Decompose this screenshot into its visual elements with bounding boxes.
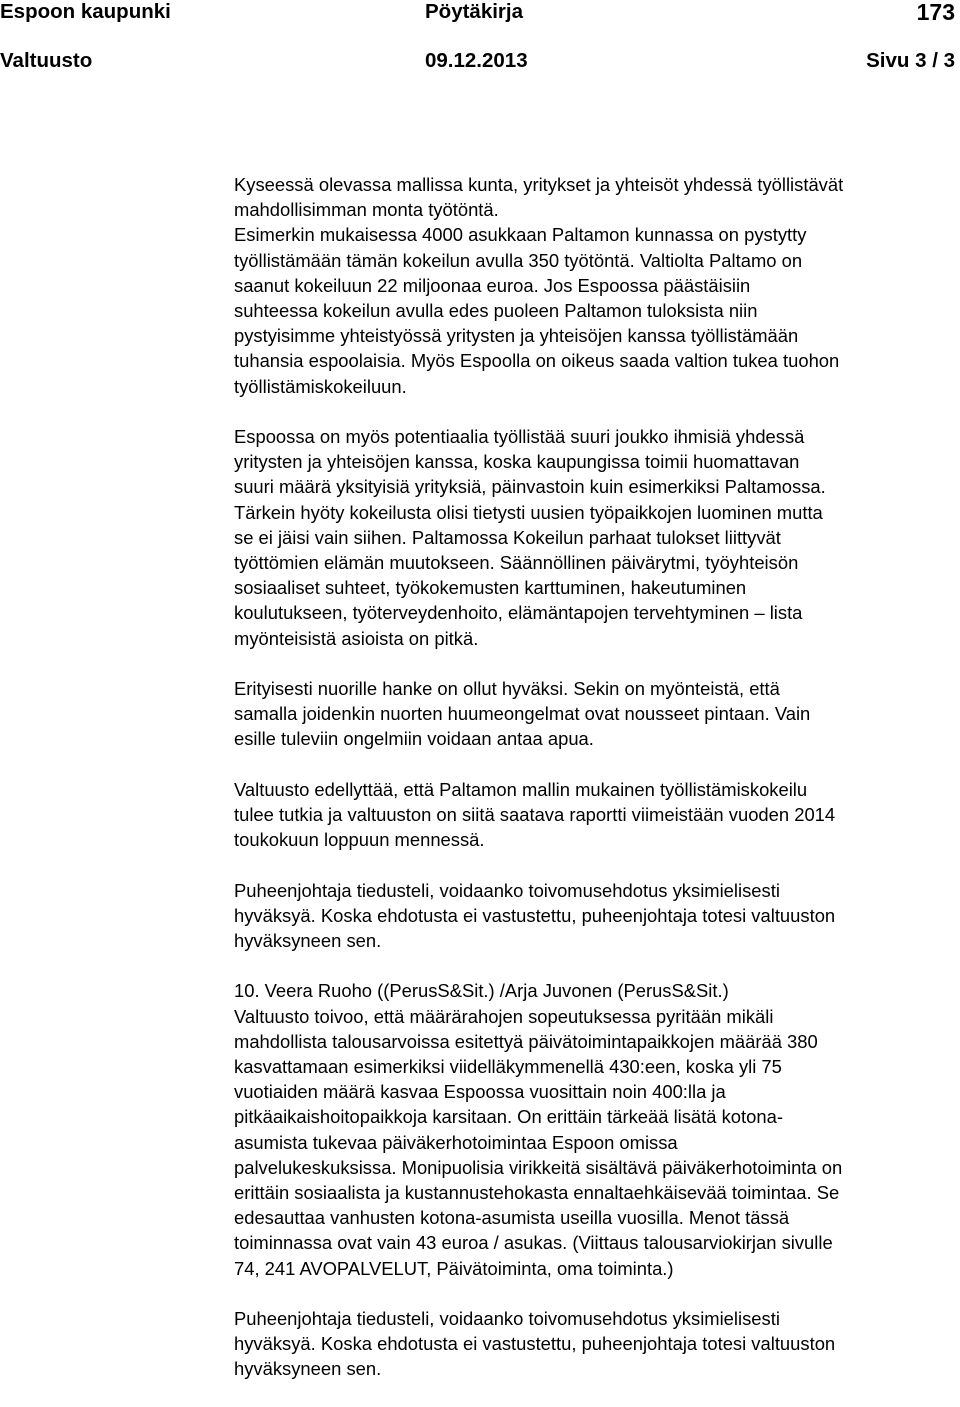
paragraph-line: mahdollista talousarvoissa esitettyä päivätoimintapaikkojen määrää 380: [234, 1030, 818, 1052]
paragraph-line: kasvattamaan esimerkiksi viidelläkymmenellä 430:een, koska yli 75: [234, 1056, 782, 1078]
paragraph-line: Puheenjohtaja tiedusteli, voidaanko toivomusehdotus yksimielisesti: [234, 879, 780, 901]
paragraph-line: palvelukeskuksissa. Monipuolisia virikkeitä sisältävä päiväkerhotoiminta on: [234, 1156, 843, 1178]
paragraph-line: suhteessa kokeilun avulla edes puoleen Paltamon tuloksista niin: [234, 300, 758, 322]
paragraph-line: toiminnassa ovat vain 43 euroa / asukas. (Viittaus talousarviokirjan sivulle: [234, 1232, 833, 1254]
paragraph-line: pitkäaikaishoitopaikkoja karsitaan. On erittäin tärkeää lisätä kotona-: [234, 1106, 783, 1128]
paragraph-line: se ei jäisi vain siihen. Paltamossa Kokeilun parhaat tulokset liittyvät: [234, 526, 781, 548]
paragraph-line: hyväksyä. Koska ehdotusta ei vastustettu, puheenjohtaja totesi valtuuston: [234, 904, 836, 926]
header-document-type: Pöytäkirja: [425, 0, 523, 23]
paragraph-line: Valtuusto edellyttää, että Paltamon mallin mukainen työllistämiskokeilu: [234, 778, 808, 800]
paragraph: [234, 172, 956, 399]
paragraph-line: edesauttaa vanhusten kotona-asumista useilla vuosilla. Menot tässä: [234, 1207, 790, 1229]
paragraph-line: Kyseessä olevassa mallissa kunta, yritykset ja yhteisöt yhdessä työllistävät: [234, 174, 844, 195]
paragraph-line: Puheenjohtaja tiedusteli, voidaanko toivomusehdotus yksimielisesti: [234, 1308, 780, 1330]
paragraph-line: hyväksyä. Koska ehdotusta ei vastustettu, puheenjohtaja totesi valtuuston: [234, 1333, 836, 1355]
paragraph-line: sosiaaliset suhteet, työkokemusten karttuminen, hakeutuminen: [234, 577, 747, 599]
paragraph: [234, 777, 956, 853]
paragraph: [234, 424, 956, 651]
paragraph-line: 10. Veera Ruoho ((PerusS&Sit.) /Arja Juvonen (PerusS&Sit.): [234, 980, 729, 1002]
paragraph: [234, 1306, 956, 1382]
header-organization: Espoon kaupunki: [0, 0, 171, 23]
page-header-bottom: [0, 46, 960, 76]
page-header-top: [0, 0, 960, 27]
paragraph-line: saanut kokeiluun 22 miljoonaa euroa. Jos Espoossa päästäisiin: [234, 274, 751, 296]
paragraph-line: Esimerkin mukaisessa 4000 asukkaan Paltamon kunnassa on pystytty: [234, 224, 807, 246]
paragraph-line: pystyisimme yhteistyössä yritysten ja yhteisöjen kanssa työllistämään: [234, 325, 799, 347]
paragraph-line: tuhansia espoolaisia. Myös Espoolla on oikeus saada valtion tukea tuohon: [234, 350, 840, 372]
paragraph: [234, 978, 956, 1280]
paragraph-line: työllistämään tämän kokeilun avulla 350 työtöntä. Valtiolta Paltamo on: [234, 249, 803, 271]
paragraph-line: toukokuun loppuun mennessä.: [234, 829, 485, 851]
paragraph-line: suuri määrä yksityisiä yrityksiä, päinvastoin kuin esimerkiksi Paltamossa.: [234, 476, 826, 498]
paragraph-line: Erityisesti nuorille hanke on ollut hyväksi. Sekin on myönteistä, että: [234, 678, 780, 700]
paragraph-line: erittäin sosiaalista ja kustannustehokasta ennaltaehkäisevää toimintaa. Se: [234, 1182, 840, 1204]
paragraph-line: hyväksyneen sen.: [234, 1358, 382, 1380]
header-body: Valtuusto: [0, 49, 93, 72]
paragraph-line: samalla joidenkin nuorten huumeongelmat ovat nousseet pintaan. Vain: [234, 703, 811, 725]
paragraph-line: Tärkein hyöty kokeilusta olisi tietysti uusien työpaikkojen luominen mutta: [234, 501, 823, 523]
document-body: [234, 172, 956, 1407]
paragraph-line: työllistämiskokeiluun.: [234, 375, 407, 397]
paragraph-line: tulee tutkia ja valtuuston on siitä saatava raportti viimeistään vuoden 2014: [234, 804, 836, 826]
paragraph-line: työttömien elämän muutokseen. Säännöllinen päivärytmi, työyhteisön: [234, 552, 799, 574]
paragraph-line: esille tuleviin ongelmiin voidaan antaa apua.: [234, 728, 594, 750]
paragraph-line: vuotiaiden määrä kasvaa Espoossa vuosittain noin 400:lla ja: [234, 1081, 726, 1103]
header-section-number: 173: [916, 0, 955, 25]
paragraph-line: koulutukseen, työterveydenhoito, elämäntapojen tervehtyminen – lista: [234, 602, 803, 624]
header-page-number: Sivu 3 / 3: [866, 49, 955, 72]
paragraph: [234, 878, 956, 954]
paragraph-line: Espoossa on myös potentiaalia työllistää suuri joukko ihmisiä yhdessä: [234, 426, 805, 448]
header-date: 09.12.2013: [425, 49, 528, 72]
paragraph-line: myönteisistä asioista on pitkä.: [234, 627, 479, 649]
paragraph-line: hyväksyneen sen.: [234, 930, 382, 952]
paragraph-line: 74, 241 AVOPALVELUT, Päivätoiminta, oma toiminta.): [234, 1257, 674, 1279]
paragraph-line: mahdollisimman monta työtöntä.: [234, 199, 499, 221]
paragraph-line: yritysten ja yhteisöjen kanssa, koska kaupungissa toimii huomattavan: [234, 451, 800, 473]
paragraph: [234, 676, 956, 752]
paragraph-line: asumista tukevaa päiväkerhotoimintaa Espoon omissa: [234, 1131, 678, 1153]
paragraph-line: Valtuusto toivoo, että määrärahojen sopeutuksessa pyritään mikäli: [234, 1005, 774, 1027]
